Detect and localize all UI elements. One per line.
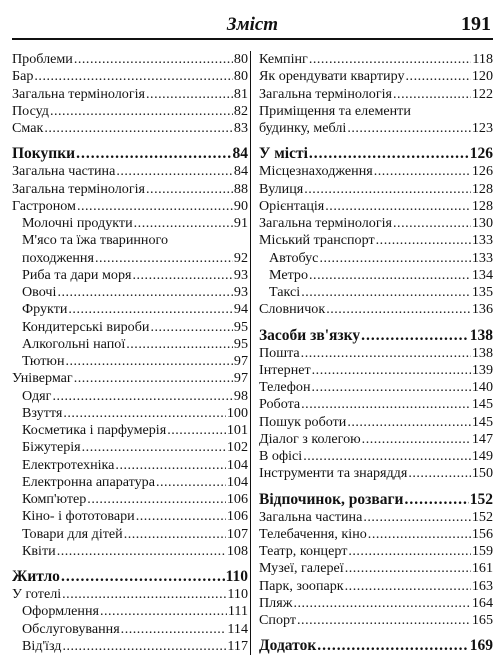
dot-leader [309, 144, 469, 163]
toc-entry-page: 122 [471, 85, 493, 102]
dot-leader [65, 353, 232, 370]
toc-entry-page: 139 [471, 361, 493, 378]
toc-entry-page: 164 [471, 594, 493, 611]
toc-entry-page: 82 [233, 102, 248, 119]
dot-leader [347, 120, 471, 137]
dot-leader [317, 636, 469, 655]
toc-entry-label: Метро [269, 266, 309, 283]
toc-entry-label-continued: походження [22, 249, 94, 266]
toc-entry[interactable] [12, 120, 248, 137]
toc-entry-label: Телефон [259, 379, 311, 395]
toc-entry-label: Квіти [22, 542, 56, 559]
dot-leader [303, 448, 471, 465]
dot-leader [368, 526, 471, 543]
toc-entry[interactable] [12, 215, 248, 232]
dot-leader [52, 388, 232, 405]
toc-entry-page: 84 [233, 163, 248, 180]
toc-entry[interactable] [259, 103, 493, 138]
toc-entry-label: Комп'ютер [22, 491, 87, 507]
toc-entry-page: 110 [227, 586, 248, 602]
toc-entry[interactable] [12, 439, 248, 456]
toc-entry[interactable] [259, 379, 493, 396]
dot-leader [136, 508, 226, 525]
dot-leader [68, 301, 233, 318]
toc-entry-label: Електронна апаратура [22, 473, 155, 490]
toc-entry-label: Словничок [259, 301, 326, 318]
dot-leader [325, 198, 471, 215]
toc-entry[interactable] [259, 51, 493, 68]
toc-entry-label: Молочні продукти [22, 215, 133, 231]
toc-entry-label: М'ясо та їжа тваринного [22, 232, 169, 249]
toc-entry-label: Орієнтація [259, 197, 325, 214]
toc-section-heading[interactable] [12, 565, 248, 586]
toc-entry[interactable] [259, 509, 493, 526]
toc-entry[interactable] [259, 560, 493, 577]
toc-entry-page: 80 [233, 51, 248, 67]
dot-leader [121, 621, 227, 638]
dot-leader [124, 526, 226, 543]
toc-entry-label: Товари для дітей [22, 525, 123, 542]
dot-leader [115, 457, 225, 474]
toc-entry[interactable] [259, 431, 493, 448]
dot-leader [57, 543, 226, 560]
toc-entry-page: 128 [471, 197, 493, 214]
toc-entry[interactable] [12, 336, 248, 353]
toc-entry-label: Бар [12, 68, 34, 85]
toc-entry-page: 133 [471, 249, 493, 266]
toc-entry[interactable] [259, 578, 493, 595]
dot-leader [405, 490, 469, 509]
toc-entry[interactable] [12, 353, 248, 370]
toc-entry[interactable] [259, 396, 493, 413]
toc-entry[interactable] [12, 422, 248, 439]
page-header [12, 12, 493, 40]
toc-entry-page: 149 [471, 448, 493, 464]
dot-leader [319, 250, 470, 267]
toc-entry-label: Робота [259, 396, 301, 413]
toc-entry-page: 145 [471, 413, 493, 430]
toc-entry-label: Загальна термінологія [259, 215, 393, 231]
toc-entry[interactable] [259, 250, 493, 267]
toc-entry[interactable] [259, 362, 493, 379]
toc-left-column [12, 51, 251, 655]
toc-entry-label: Кондитерські вироби [22, 318, 150, 335]
toc-entry-label: Діалог з колегою [259, 430, 361, 447]
toc-entry-page: 104 [226, 473, 248, 490]
toc-entry[interactable] [12, 508, 248, 525]
toc-entry-label: Електротехніка [22, 456, 115, 473]
toc-entry-label: Смак [12, 120, 44, 136]
toc-entry-page: 165 [471, 612, 493, 628]
dot-leader [363, 509, 471, 526]
toc-entry-label: Біжутерія [22, 439, 81, 456]
toc-entry-page: 97 [233, 370, 248, 387]
toc-entry-label: Житло [12, 568, 60, 585]
dot-leader [77, 198, 233, 215]
toc-entry-label: Таксі [269, 284, 301, 300]
toc-entry-page: 101 [226, 422, 248, 438]
dot-leader [61, 567, 225, 586]
toc-entry-page: 161 [471, 560, 493, 577]
dot-leader [87, 491, 226, 508]
toc-entry-page: 111 [227, 603, 248, 620]
toc-entry-page: 107 [226, 525, 248, 542]
toc-entry-page: 138 [471, 344, 493, 361]
toc-entry[interactable] [12, 68, 248, 85]
dot-leader [301, 396, 471, 413]
dot-leader [167, 422, 226, 439]
toc-entry[interactable] [259, 181, 493, 198]
dot-leader [348, 543, 471, 560]
page-number: 191 [461, 13, 491, 35]
dot-leader [74, 370, 233, 387]
toc-entry-page: 138 [469, 326, 493, 344]
toc-entry-page: 169 [469, 637, 493, 655]
dot-leader [297, 612, 471, 629]
dot-leader [126, 336, 233, 353]
toc-entry-label: В офісі [259, 448, 303, 464]
toc-entry[interactable] [259, 163, 493, 180]
dot-leader [74, 51, 233, 68]
toc-entry[interactable] [259, 232, 493, 249]
toc-entry-page: 93 [233, 284, 248, 300]
dot-leader [345, 560, 471, 577]
toc-entry[interactable] [259, 284, 493, 301]
toc-entry[interactable] [12, 198, 248, 215]
dot-leader [301, 345, 471, 362]
dot-leader [63, 405, 226, 422]
toc-entry[interactable] [259, 86, 493, 103]
dot-leader [362, 431, 471, 448]
toc-section-heading[interactable] [259, 634, 493, 655]
toc-entry-label: Тютюн [22, 353, 65, 369]
toc-entry[interactable] [12, 388, 248, 405]
toc-entry-page: 106 [226, 491, 248, 507]
dot-leader [156, 474, 226, 491]
toc-entry-label: Оформлення [22, 603, 99, 620]
toc-entry-page: 92 [233, 249, 248, 266]
toc-entry-page: 163 [471, 577, 493, 594]
toc-entry-label: Одяг [22, 387, 52, 404]
toc-entry-label: Засоби зв'язку [259, 326, 361, 344]
toc-entry-label: Пошта [259, 344, 300, 361]
toc-entry-label: Фрукти [22, 301, 68, 318]
toc-entry[interactable] [259, 215, 493, 232]
toc-entry-page: 120 [471, 68, 493, 85]
toc-entry-page: 83 [233, 120, 248, 136]
dot-leader [116, 163, 233, 180]
toc-entry-page: 95 [233, 318, 248, 335]
toc-entry-label: Відпочинок, розваги [259, 490, 404, 508]
toc-entry-label: Загальна частина [12, 163, 116, 180]
toc-section-heading[interactable] [259, 324, 493, 345]
toc-entry-page: 102 [226, 439, 248, 456]
toc-entry-label: Обслуговування [22, 620, 120, 637]
toc-entry-page: 134 [471, 266, 493, 283]
dot-leader [304, 181, 471, 198]
toc-entry-label: Приміщення та елементи [259, 102, 411, 119]
toc-entry[interactable] [12, 405, 248, 422]
toc-entry-page: 135 [471, 284, 493, 300]
toc-entry-label: Покупки [12, 145, 76, 163]
toc-entry-page: 91 [233, 215, 248, 231]
toc-entry[interactable] [12, 586, 248, 603]
toc-entry-page: 159 [471, 543, 493, 559]
toc-entry[interactable] [12, 181, 248, 198]
toc-entry-label: Універмаг [12, 370, 73, 387]
toc-entry-page: 94 [233, 301, 248, 318]
toc-entry-page: 117 [227, 637, 248, 654]
toc-entry[interactable] [259, 595, 493, 612]
toc-entry-page: 95 [233, 335, 248, 352]
toc-entry-label: Інтернет [259, 361, 311, 378]
toc-entry-page: 126 [469, 145, 493, 163]
dot-leader [150, 319, 232, 336]
toc-entry-label: Загальна частина [259, 508, 363, 525]
toc-entry[interactable] [259, 526, 493, 543]
toc-entry[interactable] [259, 543, 493, 560]
toc-entry-label: Телебачення, кіно [259, 525, 367, 542]
dot-leader [134, 215, 233, 232]
toc-entry[interactable] [12, 491, 248, 508]
dot-leader [406, 68, 471, 85]
toc-entry[interactable] [12, 603, 248, 620]
toc-entry-page: 93 [233, 266, 248, 283]
toc-entry-page: 152 [471, 508, 493, 525]
toc-entry[interactable] [12, 163, 248, 180]
toc-entry-label: У готелі [12, 586, 62, 602]
toc-entry[interactable] [259, 267, 493, 284]
toc-entry-page: 90 [233, 197, 248, 214]
dot-leader [100, 603, 227, 620]
toc-entry-page: 128 [471, 180, 493, 197]
toc-entry-label: Спорт [259, 612, 297, 628]
toc-entry[interactable] [259, 198, 493, 215]
toc-entry[interactable] [12, 474, 248, 491]
toc-entry-label: Міський транспорт [259, 232, 375, 249]
toc-entry-label: Від'їзд [22, 637, 62, 654]
toc-section-heading[interactable] [12, 142, 248, 163]
dot-leader [95, 250, 233, 267]
toc-entry-label: Риба та дари моря [22, 266, 132, 283]
dot-leader [309, 267, 471, 284]
toc-entry-label: Алкогольні напої [22, 335, 126, 352]
dot-leader [393, 215, 471, 232]
toc-entry-label: Посуд [12, 102, 49, 119]
toc-entry[interactable] [12, 543, 248, 560]
toc-entry-page: 140 [471, 379, 493, 395]
toc-entry-page: 106 [226, 508, 248, 525]
toc-entry-page: 104 [226, 456, 248, 473]
toc-entry[interactable] [12, 301, 248, 318]
dot-leader [146, 181, 233, 198]
toc-entry-page: 130 [471, 215, 493, 231]
toc-entry-page: 98 [233, 387, 248, 404]
dot-leader [62, 638, 226, 655]
toc-entry-label: Загальна термінологія [12, 180, 146, 197]
toc-entry-page: 80 [233, 68, 248, 85]
dot-leader [44, 120, 233, 137]
toc-entry-label: Проблеми [12, 51, 73, 67]
toc-entry-page: 110 [225, 568, 248, 585]
toc-entry-label: Пошук роботи [259, 413, 347, 430]
toc-entry[interactable] [12, 621, 248, 638]
dot-leader [347, 414, 471, 431]
dot-leader [312, 362, 471, 379]
toc-entry[interactable] [12, 232, 248, 267]
toc-section-heading[interactable] [259, 488, 493, 509]
toc-entry-page: 136 [471, 301, 493, 318]
toc-entry-page: 100 [226, 404, 248, 421]
toc-entry[interactable] [259, 414, 493, 431]
toc-entry[interactable] [259, 345, 493, 362]
toc-entry-label: Додаток [259, 637, 317, 655]
dot-leader [393, 86, 471, 103]
toc-entry-page: 156 [471, 525, 493, 542]
dot-leader [76, 144, 231, 163]
toc-entry-label: Інструменти та знаряддя [259, 465, 408, 482]
toc-entry-page: 81 [233, 85, 248, 102]
toc-entry-page: 126 [471, 163, 493, 180]
dot-leader [301, 284, 471, 301]
dot-leader [361, 326, 469, 345]
toc-entry-page: 114 [227, 620, 248, 637]
toc-entry-page: 118 [472, 51, 493, 67]
dot-leader [408, 465, 471, 482]
dot-leader [62, 586, 226, 603]
toc-entry[interactable] [259, 301, 493, 318]
toc-entry-label: Взуття [22, 404, 63, 421]
toc-entry[interactable] [12, 638, 248, 655]
dot-leader [50, 103, 233, 120]
toc-entry[interactable] [259, 612, 493, 629]
dot-leader [345, 578, 471, 595]
toc-entry-page: 145 [471, 396, 493, 413]
toc-entry-label: Вулиця [259, 180, 304, 197]
toc-entry-label: Як орендувати квартиру [259, 68, 405, 85]
toc-entry-label: Овочі [22, 284, 57, 300]
dot-leader [57, 284, 232, 301]
dot-leader [34, 68, 233, 85]
toc-entry[interactable] [12, 457, 248, 474]
toc-entry[interactable] [12, 284, 248, 301]
dot-leader [374, 163, 471, 180]
toc-right-column [259, 51, 493, 655]
toc-entry-page: 152 [469, 490, 493, 508]
toc-entry[interactable] [12, 370, 248, 387]
toc-entry-label: Косметика і парфумерія [22, 422, 167, 438]
toc-entry-label: Пляж [259, 594, 293, 611]
toc-entry-page: 150 [471, 465, 493, 482]
toc-entry-label: Місцезнаходження [259, 163, 373, 180]
toc-entry-page: 123 [471, 120, 493, 136]
toc-entry-label: Кемпінг [259, 51, 308, 67]
toc-entry-label-continued: будинку, меблі [259, 120, 347, 136]
toc-entry-label: Парк, зоопарк [259, 577, 344, 594]
dot-leader [312, 379, 471, 396]
dot-leader [376, 232, 471, 249]
dot-leader [82, 439, 226, 456]
toc-entry-label: Музеї, галереї [259, 560, 344, 577]
toc-entry-label: Загальна термінологія [12, 85, 146, 102]
toc-entry[interactable] [12, 267, 248, 284]
dot-leader [293, 595, 470, 612]
toc-section-heading[interactable] [259, 142, 493, 163]
toc-entry[interactable] [12, 86, 248, 103]
toc-entry-page: 108 [226, 542, 248, 559]
toc-entry[interactable] [259, 448, 493, 465]
toc-entry-label: Автобус [269, 249, 319, 266]
toc-entry-page: 133 [471, 232, 493, 249]
toc-entry-page: 97 [233, 353, 248, 369]
toc-entry[interactable] [12, 103, 248, 120]
toc-entry[interactable] [259, 465, 493, 482]
toc-entry-page: 147 [471, 430, 493, 447]
page-title: Зміст [226, 14, 279, 35]
toc-entry[interactable] [12, 526, 248, 543]
toc-entry-page: 88 [233, 180, 248, 197]
dot-leader [132, 267, 232, 284]
dot-leader [309, 51, 472, 68]
toc-entry[interactable] [12, 51, 248, 68]
dot-leader [326, 301, 471, 318]
toc-entry[interactable] [259, 68, 493, 85]
toc-entry-label: Театр, концерт [259, 543, 348, 559]
toc-entry-label: Гастроном [12, 197, 76, 214]
toc-entry-label: Кіно- і фототовари [22, 508, 135, 525]
toc-entry-page: 84 [232, 145, 248, 163]
toc-entry-label: Загальна термінологія [259, 85, 393, 102]
toc-entry-label: У місті [259, 145, 308, 163]
toc-entry[interactable] [12, 319, 248, 336]
dot-leader [146, 86, 233, 103]
